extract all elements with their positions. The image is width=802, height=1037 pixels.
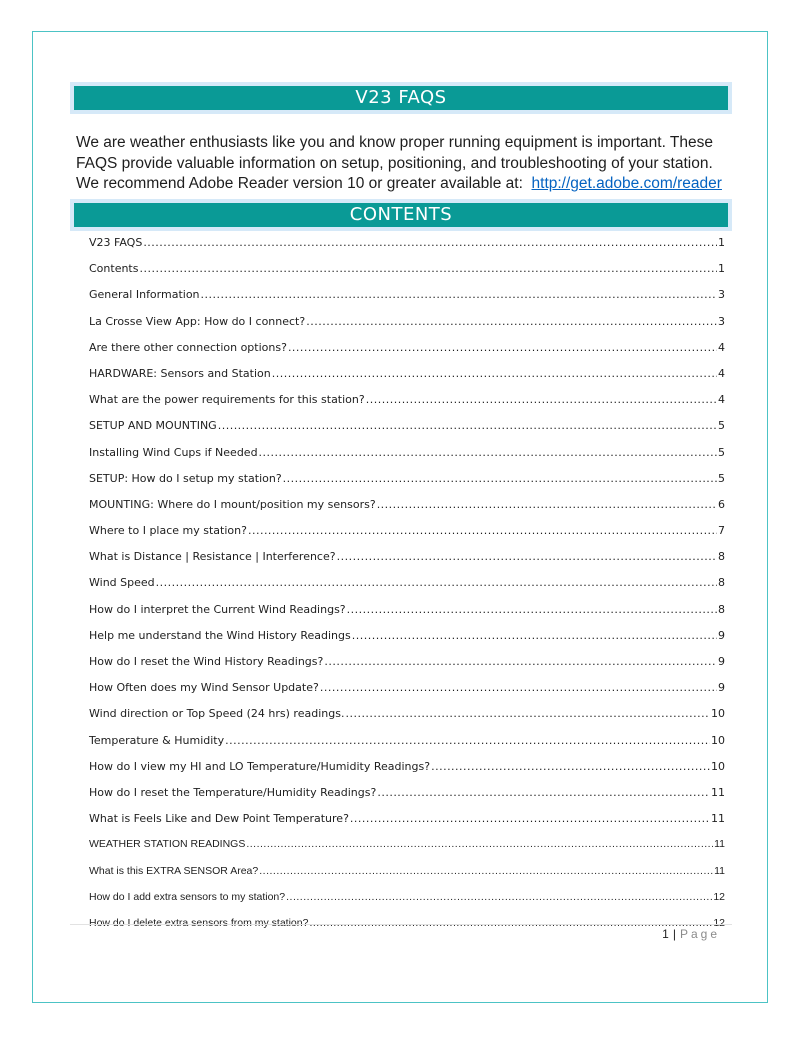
toc-leader-dots xyxy=(347,603,717,616)
toc-entry-title: Temperature & Humidity xyxy=(89,733,225,747)
toc-leader-dots xyxy=(320,681,717,694)
toc-entry[interactable] xyxy=(89,865,725,891)
page-footer xyxy=(662,927,720,941)
toc-entry-title: Help me understand the Wind History Readings xyxy=(89,628,351,642)
toc-leader-dots xyxy=(366,393,717,406)
footer-divider xyxy=(70,924,732,925)
toc-leader-dots xyxy=(377,786,710,799)
toc-entry-page: 8 xyxy=(718,602,725,616)
toc-leader-dots xyxy=(201,288,717,301)
toc-entry-title: What are the power requirements for this station? xyxy=(89,393,365,407)
toc-entry[interactable] xyxy=(89,262,725,288)
toc-entry-page: 8 xyxy=(718,576,725,590)
toc-leader-dots xyxy=(345,707,710,720)
toc-entry[interactable] xyxy=(89,812,725,838)
toc-leader-dots xyxy=(272,367,717,380)
toc-entry-title: Are there other connection options? xyxy=(89,340,287,354)
toc-entry[interactable] xyxy=(89,786,725,812)
toc-entry-title: V23 FAQS xyxy=(89,236,143,249)
toc-entry[interactable] xyxy=(89,734,725,760)
toc-entry-page: 9 xyxy=(718,628,725,642)
toc-entry-title: Where to I place my station? xyxy=(89,524,247,538)
intro-paragraph xyxy=(76,133,736,195)
toc-leader-dots xyxy=(306,315,717,328)
toc-entry-title: General Information xyxy=(89,288,200,302)
toc-entry[interactable] xyxy=(89,838,725,864)
toc-entry[interactable] xyxy=(89,707,725,733)
toc-entry-page: 1 xyxy=(718,236,725,249)
toc-entry[interactable] xyxy=(89,419,725,445)
toc-entry-title: How do I reset the Temperature/Humidity Readings? xyxy=(89,785,377,799)
toc-entry-title: How do I reset the Wind History Readings? xyxy=(89,655,324,668)
toc-leader-dots xyxy=(246,838,713,850)
toc-entry[interactable] xyxy=(89,576,725,602)
toc-entry-page: 12 xyxy=(713,890,725,903)
toc-leader-dots xyxy=(218,419,717,432)
toc-entry-page: 6 xyxy=(718,497,725,511)
toc-entry-page: 4 xyxy=(718,340,725,354)
toc-entry[interactable] xyxy=(89,629,725,655)
toc-entry-page: 1 xyxy=(718,262,725,276)
title-banner xyxy=(70,82,732,114)
toc-entry[interactable] xyxy=(89,393,725,419)
toc-leader-dots xyxy=(286,891,712,903)
page-title: V23 FAQS xyxy=(74,86,728,110)
toc-entry-title: What is this EXTRA SENSOR Area? xyxy=(89,864,259,877)
intro-line-1: We are weather enthusiasts like you and know proper running equipment is important. These xyxy=(76,134,714,151)
toc-leader-dots xyxy=(259,446,717,459)
intro-line-2: FAQS provide valuable information on setup, positioning, and troubleshooting of your station. xyxy=(76,154,713,172)
toc-leader-dots xyxy=(337,550,717,563)
toc-leader-dots xyxy=(283,472,717,485)
toc-entry-page: 5 xyxy=(718,471,725,485)
toc-entry-page: 4 xyxy=(718,366,725,380)
toc-leader-dots xyxy=(350,812,710,825)
toc-entry[interactable] xyxy=(89,603,725,629)
toc-entry-page: 9 xyxy=(718,655,725,668)
intro-line-3 xyxy=(76,174,736,195)
toc-entry[interactable] xyxy=(89,367,725,393)
toc-entry-title: How do I interpret the Current Wind Readings? xyxy=(89,602,346,616)
toc-entry[interactable] xyxy=(89,315,725,341)
toc-entry[interactable] xyxy=(89,236,725,262)
toc-leader-dots xyxy=(225,734,710,747)
footer-separator: | xyxy=(672,927,676,941)
toc-entry-title: Wind direction or Top Speed (24 hrs) readings. xyxy=(89,707,345,721)
toc-entry-title: How do I delete extra sensors from my station? xyxy=(89,916,309,929)
adobe-reader-link[interactable]: http://get.adobe.com/reader xyxy=(531,175,722,192)
toc-entry-page: 8 xyxy=(718,550,725,564)
page-number: 1 xyxy=(662,927,669,941)
toc-entry[interactable] xyxy=(89,288,725,314)
toc-leader-dots xyxy=(143,236,717,249)
table-of-contents xyxy=(89,236,725,943)
contents-banner xyxy=(70,199,732,231)
toc-entry[interactable] xyxy=(89,472,725,498)
toc-entry-page: 5 xyxy=(718,419,725,433)
toc-leader-dots xyxy=(139,262,717,275)
toc-entry[interactable] xyxy=(89,917,725,943)
toc-leader-dots xyxy=(248,524,717,537)
toc-entry-title: SETUP: How do I setup my station? xyxy=(89,471,282,485)
toc-entry[interactable] xyxy=(89,681,725,707)
toc-entry[interactable] xyxy=(89,341,725,367)
toc-entry-title: How do I view my HI and LO Temperature/Humidity Readings? xyxy=(89,759,431,773)
toc-entry-title: Installing Wind Cups if Needed xyxy=(89,445,258,459)
toc-entry-page: 4 xyxy=(718,393,725,407)
toc-leader-dots xyxy=(352,629,717,642)
toc-entry-page: 10 xyxy=(711,707,725,721)
toc-entry-title: HARDWARE: Sensors and Station xyxy=(89,366,271,380)
toc-entry-title: MOUNTING: Where do I mount/position my sensors? xyxy=(89,497,376,511)
toc-entry[interactable] xyxy=(89,498,725,524)
toc-entry-page: 11 xyxy=(714,864,725,877)
contents-heading: CONTENTS xyxy=(74,203,728,227)
toc-entry[interactable] xyxy=(89,655,725,681)
toc-leader-dots xyxy=(431,760,710,773)
toc-entry-page: 3 xyxy=(718,288,725,302)
toc-entry-page: 11 xyxy=(711,812,725,826)
toc-leader-dots xyxy=(377,498,717,511)
intro-line-3-text: We recommend Adobe Reader version 10 or greater available at: xyxy=(76,175,523,192)
toc-entry-title: What is Distance | Resistance | Interference? xyxy=(89,550,336,564)
toc-entry-title: SETUP AND MOUNTING xyxy=(89,419,217,433)
toc-entry-title: How Often does my Wind Sensor Update? xyxy=(89,681,319,695)
toc-entry-title: WEATHER STATION READINGS xyxy=(89,838,246,851)
toc-leader-dots xyxy=(156,576,717,589)
toc-entry-page: 7 xyxy=(718,524,725,538)
toc-leader-dots xyxy=(288,341,717,354)
toc-leader-dots xyxy=(259,865,713,877)
toc-entry[interactable] xyxy=(89,446,725,472)
toc-entry-title: How do I add extra sensors to my station? xyxy=(89,890,286,903)
toc-entry[interactable] xyxy=(89,760,725,786)
toc-entry[interactable] xyxy=(89,891,725,917)
toc-entry-title: Wind Speed xyxy=(89,576,155,590)
toc-entry-page: 3 xyxy=(718,314,725,328)
toc-entry-title: What is Feels Like and Dew Point Temperature? xyxy=(89,812,349,826)
toc-entry-page: 11 xyxy=(711,785,725,799)
toc-entry-page: 11 xyxy=(714,838,725,851)
toc-entry-title: Contents xyxy=(89,262,139,276)
page-label: Page xyxy=(679,927,720,941)
toc-leader-dots xyxy=(309,917,712,929)
toc-entry[interactable] xyxy=(89,550,725,576)
toc-entry[interactable] xyxy=(89,524,725,550)
toc-entry-page: 10 xyxy=(711,733,725,747)
toc-entry-page: 5 xyxy=(718,445,725,459)
toc-entry-page: 12 xyxy=(713,916,725,929)
toc-leader-dots xyxy=(324,655,717,668)
toc-entry-title: La Crosse View App: How do I connect? xyxy=(89,314,306,328)
toc-entry-page: 9 xyxy=(718,681,725,695)
toc-entry-page: 10 xyxy=(711,759,725,773)
